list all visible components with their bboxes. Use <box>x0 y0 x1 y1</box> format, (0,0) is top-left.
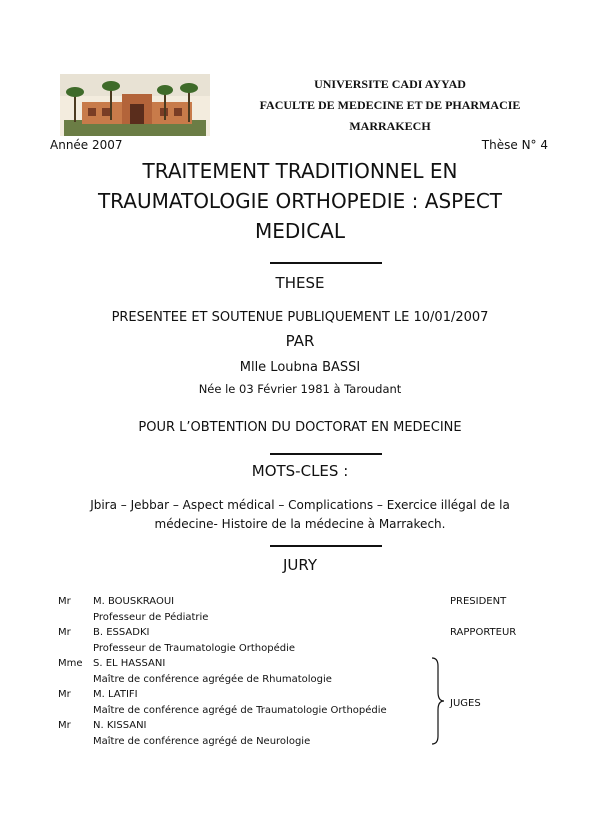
jury-member-title: Mr <box>58 720 71 731</box>
year: Année 2007 <box>50 138 123 152</box>
judges-brace <box>428 656 448 746</box>
divider-1 <box>270 262 382 264</box>
keywords-heading: MOTS-CLES : <box>251 462 349 480</box>
jury-member-title: Mme <box>58 658 83 669</box>
faculty-logo <box>60 74 210 136</box>
thesis-title <box>0 156 600 246</box>
divider-3 <box>270 545 382 547</box>
jury-member-rank: Maître de conférence agrégé de Traumatologie Orthopédie <box>93 705 387 716</box>
city-name: MARRAKECH <box>349 119 431 133</box>
jury-member-title: Mr <box>58 627 71 638</box>
jury-heading: JURY <box>282 556 318 574</box>
jury-member-rank: Professeur de Pédiatrie <box>93 612 209 623</box>
presentation-line: PRESENTEE ET SOUTENUE PUBLIQUEMENT LE 10/01/2007 <box>111 310 489 325</box>
jury-member-title: Mr <box>58 689 71 700</box>
author-name: Mlle Loubna BASSI <box>239 360 361 375</box>
these-heading: THESE <box>275 274 325 292</box>
jury-role-rapporteur: RAPPORTEUR <box>450 627 517 638</box>
jury-member-name: M. LATIFI <box>93 689 138 700</box>
keywords-line-1: Jbira – Jebbar – Aspect médical – Complications – Exercice illégal de la <box>90 498 510 512</box>
jury-member-name: M. BOUSKRAOUI <box>93 596 175 607</box>
title-line-1: TRAITEMENT TRADITIONNEL EN <box>142 159 458 183</box>
jury-role-judges: JUGES <box>450 698 481 709</box>
jury-member-rank: Maître de conférence agrégée de Rhumatologie <box>93 674 332 685</box>
degree-purpose: POUR L’OBTENTION DU DOCTORAT EN MEDECINE <box>138 420 462 435</box>
university-name: UNIVERSITE CADI AYYAD <box>314 77 466 91</box>
faculty-name: FACULTE DE MEDECINE ET DE PHARMACIE <box>259 98 521 112</box>
jury-member-rank: Professeur de Traumatologie Orthopédie <box>93 643 296 654</box>
divider-2 <box>270 453 382 455</box>
jury-member-name: B. ESSADKI <box>93 627 150 638</box>
jury-member-title: Mr <box>58 596 71 607</box>
keywords-line-2: médecine- Histoire de la médecine à Marrakech. <box>154 517 446 531</box>
jury-member-name: N. KISSANI <box>93 720 147 731</box>
jury-member-name: S. EL HASSANI <box>93 658 166 669</box>
birth-info: Née le 03 Février 1981 à Taroudant <box>198 382 402 396</box>
title-line-3: MEDICAL <box>255 219 345 243</box>
keywords-text <box>0 496 600 534</box>
par-label: PAR <box>285 332 315 350</box>
thesis-number: Thèse N° 4 <box>481 138 548 152</box>
jury-role-president: PRESIDENT <box>450 596 507 607</box>
title-line-2: TRAUMATOLOGIE ORTHOPEDIE : ASPECT <box>97 189 503 213</box>
jury-member-rank: Maître de conférence agrégé de Neurologie <box>93 736 311 747</box>
